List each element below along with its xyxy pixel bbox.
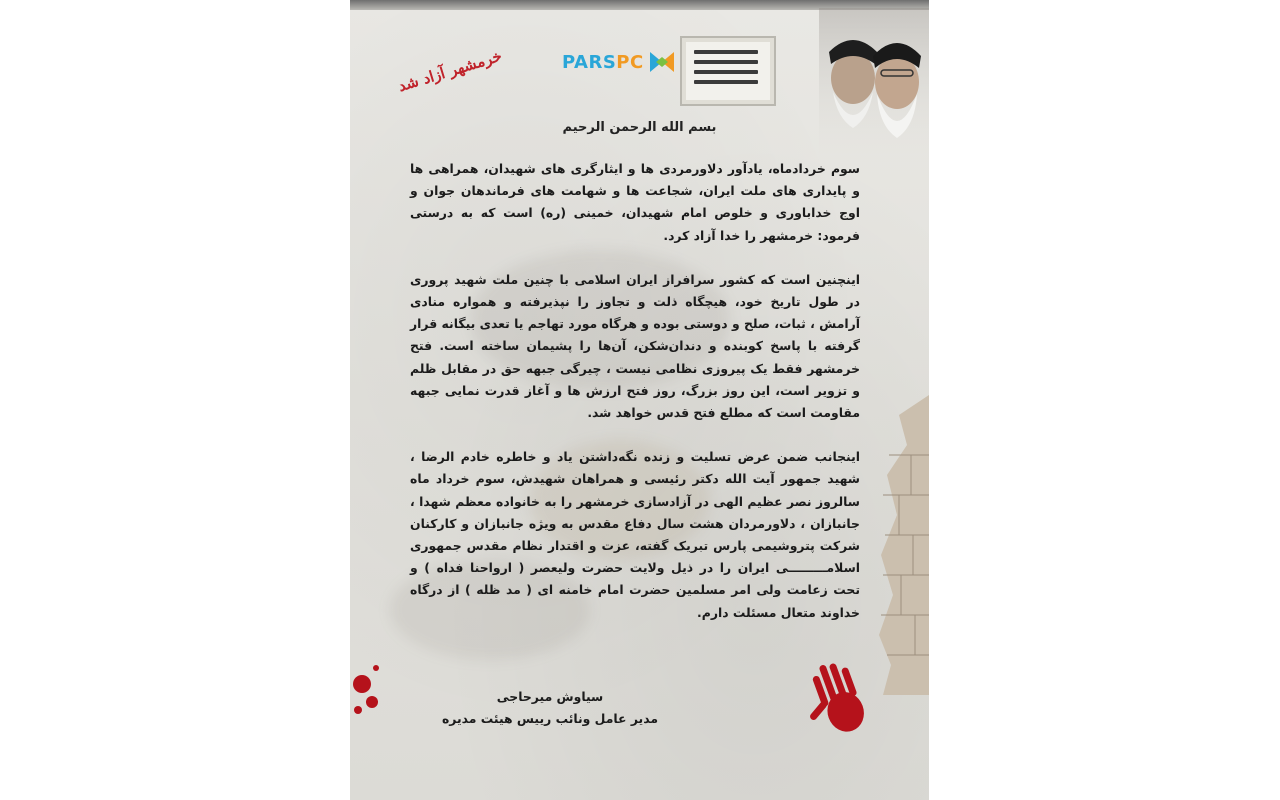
signature-block — [430, 686, 670, 730]
bismillah-heading: بسم الله الرحمن الرحیم — [562, 120, 717, 135]
leaders-portrait — [819, 8, 929, 168]
vent-slat — [694, 80, 758, 84]
red-handprint — [805, 650, 885, 750]
paragraph-2: اینچنین است که کشور سرافراز ایران اسلامی با چنین ملت شهید پروری در طول تاریخ خود، هیچگاه ذلت و تجاوز را نپذیرفته و همواره منادی آرامش ، ثبات، صلح و دوستی بوده و هرگاه مورد تهاجم یا تعدی بیگانه قرار گرفته با پاسخ کوبنده و دندان‌شکن، آن‌ها را پشیمان ساخته است. فتح خرمشهر فقط یک پیروزی نظامی نیست ، چیرگی جبهه حق در مقابل ظلم و تزویر است، این روز بزرگ، روز فتح ارزش ها و آغاز قدرت نمایی جبهه مقاومت است که مطلع فتح قدس خواهد شد. — [410, 271, 860, 421]
vent-slat — [694, 60, 758, 64]
blood-splatter — [350, 610, 390, 730]
wall-vent — [680, 36, 776, 106]
letter-body — [410, 158, 860, 646]
logo-text: PARSPC — [562, 51, 644, 73]
slogan: خرمشهر آزاد شد — [396, 46, 504, 96]
paragraph-1: سوم خردادماه، یادآور دلاورمردی ها و ایثارگری های شهیدان، همراهی ها و پایداری های ملت ایران، شجاعت ها و شهامت های فرماندهان جوان و اوج خداباوری و خلوص امام شهیدان، خمینی (ره) است که به درستی فرمود: خرمشهر را خدا آزاد کرد. — [410, 161, 860, 243]
poster — [350, 0, 929, 800]
vent-slat — [694, 70, 758, 74]
signatory-title: مدیر عامل ونائب رییس هیئت مدیره — [441, 711, 659, 726]
paragraph-3: اینجانب ضمن عرض تسلیت و زنده نگه‌داشتن یاد و خاطره خادم الرضا ، شهید جمهور آیت الله دکتر رئیسی و همراهان شهیدش، سوم خرداد ماه سالروز نصر عظیم الهی در آزادسازی خرمشهر را به خانواده معظم شهدا ، جانبازان ، دلاورمردان هشت سال دفاع مقدس به ویژه جانبازان و کارکنان شرکت پتروشیمی پارس تبریک گفته، عزت و اقتدار نظام مقدس جمهوری اسلامـــــــــی ایران را در ذیل ولایت حضرت ولیعصر ( ارواحنا فداه ) و تحت زعامت ولی امر مسلمین حضرت امام خامنه ای ( مد ظله ) از درگاه خداوند متعال مسئلت دارم. — [410, 449, 860, 620]
logo-mark-icon — [646, 50, 676, 74]
vent-slat — [694, 50, 758, 54]
parspc-logo — [562, 50, 676, 74]
signatory-name: سیاوش میرحاجی — [496, 689, 604, 704]
